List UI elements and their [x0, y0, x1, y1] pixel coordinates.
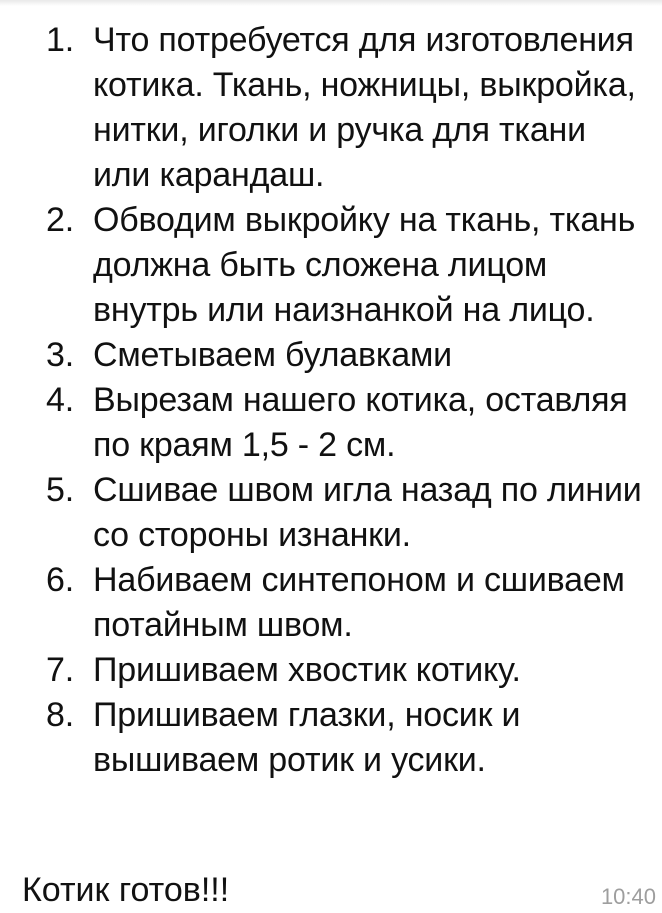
step-text: Сметываем булавками	[93, 336, 452, 374]
step-number: 7.	[46, 651, 74, 689]
step-text: Пришиваем глазки, носик и вышиваем ротик и усики.	[93, 696, 521, 779]
step-number: 4.	[46, 381, 74, 419]
instruction-step-1	[0, 18, 662, 198]
step-number: 1.	[46, 21, 74, 59]
step-text: Вырезам нашего котика, оставляя по краям 1,5 - 2 см.	[93, 381, 628, 464]
instruction-list	[0, 18, 662, 783]
instruction-step-4	[0, 378, 662, 468]
bubble-top-edge	[0, 0, 662, 6]
step-text: Обводим выкройку на ткань, ткань должна быть сложена лицом внутрь или наизнанкой на лицо.	[93, 201, 636, 329]
instruction-step-7	[0, 648, 662, 693]
instruction-step-6	[0, 558, 662, 648]
instruction-step-2	[0, 198, 662, 333]
step-number: 3.	[46, 336, 74, 374]
step-number: 5.	[46, 471, 74, 509]
instruction-step-3	[0, 333, 662, 378]
step-text: Что потребуется для изготовления котика. Ткань, ножницы, выкройка, нитки, иголки и ручка для ткани или карандаш.	[93, 21, 636, 194]
step-text: Пришиваем хвостик котику.	[93, 651, 521, 689]
step-text: Сшивае швом игла назад по линии со стороны изнанки.	[93, 471, 642, 554]
instruction-step-8	[0, 693, 662, 783]
closing-text: Котик готов!!!	[22, 871, 230, 909]
message-timestamp: 10:40	[600, 884, 656, 909]
step-number: 6.	[46, 561, 74, 599]
instruction-step-5	[0, 468, 662, 558]
step-number: 2.	[46, 201, 74, 239]
step-text: Набиваем синтепоном и сшиваем потайным швом.	[93, 561, 625, 644]
step-number: 8.	[46, 696, 74, 734]
